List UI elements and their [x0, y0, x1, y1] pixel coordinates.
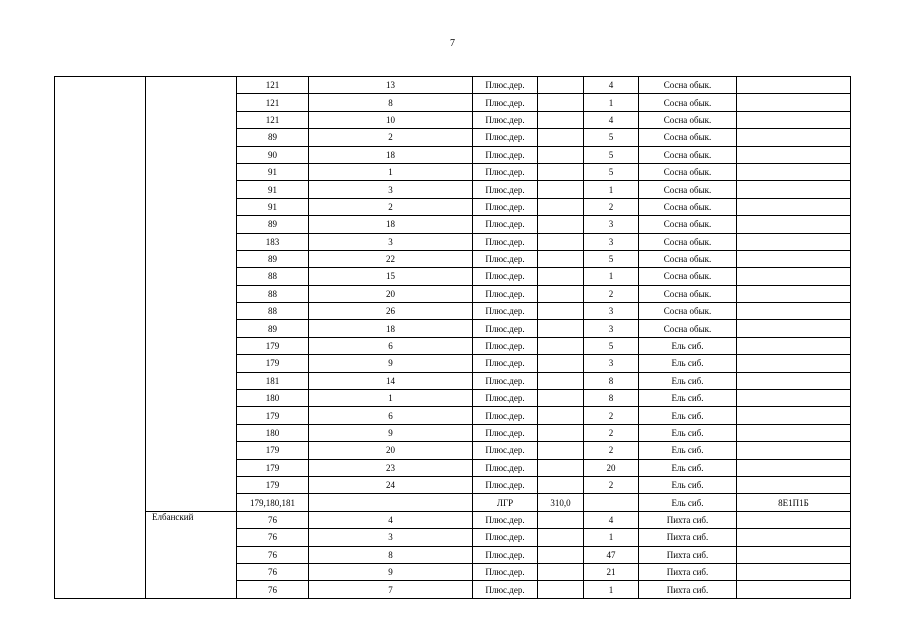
cell-c4 — [538, 94, 584, 111]
cell-c3: Плюс.дер. — [473, 250, 538, 267]
cell-c3: ЛГР — [473, 494, 538, 511]
cell-c7 — [737, 320, 851, 337]
cell-c2: 9 — [309, 563, 473, 580]
cell-c7 — [737, 146, 851, 163]
cell-c3: Плюс.дер. — [473, 163, 538, 180]
cell-c6: Ель сиб. — [639, 459, 737, 476]
cell-c6: Сосна обык. — [639, 181, 737, 198]
cell-c7 — [737, 459, 851, 476]
cell-c6: Ель сиб. — [639, 337, 737, 354]
cell-c2: 1 — [309, 163, 473, 180]
cell-c2: 18 — [309, 320, 473, 337]
cell-c6: Сосна обык. — [639, 129, 737, 146]
cell-c7 — [737, 250, 851, 267]
cell-c3: Плюс.дер. — [473, 320, 538, 337]
cell-c7 — [737, 372, 851, 389]
cell-c4 — [538, 320, 584, 337]
cell-c3: Плюс.дер. — [473, 337, 538, 354]
cell-c6: Ель сиб. — [639, 390, 737, 407]
forestry-district-cell: Елбанский — [146, 511, 237, 598]
cell-c2: 6 — [309, 337, 473, 354]
cell-c1: 91 — [237, 163, 309, 180]
cell-c4 — [538, 476, 584, 493]
cell-c6: Сосна обык. — [639, 250, 737, 267]
cell-c7 — [737, 476, 851, 493]
cell-c2: 23 — [309, 459, 473, 476]
cell-c1: 89 — [237, 250, 309, 267]
cell-c5: 4 — [584, 77, 639, 94]
cell-c6: Ель сиб. — [639, 442, 737, 459]
cell-c3: Плюс.дер. — [473, 198, 538, 215]
cell-c1: 179 — [237, 459, 309, 476]
cell-c2: 4 — [309, 511, 473, 528]
cell-c3: Плюс.дер. — [473, 563, 538, 580]
cell-c5: 5 — [584, 146, 639, 163]
cell-c1: 90 — [237, 146, 309, 163]
cell-c6: Сосна обык. — [639, 216, 737, 233]
cell-c5: 1 — [584, 581, 639, 598]
cell-c4 — [538, 268, 584, 285]
cell-c6: Сосна обык. — [639, 233, 737, 250]
cell-c1: 181 — [237, 372, 309, 389]
cell-c4 — [538, 372, 584, 389]
cell-c5 — [584, 494, 639, 511]
cell-c1: 76 — [237, 581, 309, 598]
cell-c3: Плюс.дер. — [473, 268, 538, 285]
cell-c7 — [737, 268, 851, 285]
cell-c3: Плюс.дер. — [473, 355, 538, 372]
cell-c2: 3 — [309, 529, 473, 546]
cell-c7 — [737, 581, 851, 598]
cell-c7 — [737, 303, 851, 320]
cell-c2: 6 — [309, 407, 473, 424]
cell-c3: Плюс.дер. — [473, 216, 538, 233]
cell-c2: 3 — [309, 233, 473, 250]
cell-c1: 91 — [237, 181, 309, 198]
cell-c2: 8 — [309, 546, 473, 563]
cell-c3: Плюс.дер. — [473, 459, 538, 476]
region-cell — [55, 77, 146, 599]
cell-c5: 2 — [584, 442, 639, 459]
cell-c5: 3 — [584, 303, 639, 320]
cell-c6: Ель сиб. — [639, 372, 737, 389]
cell-c2: 14 — [309, 372, 473, 389]
cell-c4 — [538, 285, 584, 302]
cell-c7 — [737, 129, 851, 146]
cell-c2: 10 — [309, 111, 473, 128]
cell-c1: 76 — [237, 563, 309, 580]
cell-c4 — [538, 146, 584, 163]
table-row — [55, 511, 851, 528]
cell-c1: 91 — [237, 198, 309, 215]
cell-c6: Сосна обык. — [639, 111, 737, 128]
cell-c5: 2 — [584, 285, 639, 302]
cell-c7 — [737, 163, 851, 180]
cell-c7 — [737, 285, 851, 302]
cell-c6: Ель сиб. — [639, 355, 737, 372]
cell-c5: 3 — [584, 216, 639, 233]
cell-c5: 5 — [584, 129, 639, 146]
cell-c1: 89 — [237, 320, 309, 337]
cell-c3: Плюс.дер. — [473, 407, 538, 424]
cell-c1: 76 — [237, 546, 309, 563]
cell-c5: 8 — [584, 390, 639, 407]
cell-c6: Сосна обык. — [639, 320, 737, 337]
cell-c1: 183 — [237, 233, 309, 250]
cell-c6: Пихта сиб. — [639, 563, 737, 580]
cell-c5: 47 — [584, 546, 639, 563]
cell-c6: Сосна обык. — [639, 146, 737, 163]
cell-c1: 88 — [237, 285, 309, 302]
cell-c2: 20 — [309, 285, 473, 302]
cell-c3: Плюс.дер. — [473, 529, 538, 546]
cell-c2: 2 — [309, 129, 473, 146]
cell-c4 — [538, 390, 584, 407]
cell-c2: 18 — [309, 216, 473, 233]
cell-c3: Плюс.дер. — [473, 94, 538, 111]
cell-c3: Плюс.дер. — [473, 442, 538, 459]
cell-c2: 9 — [309, 355, 473, 372]
cell-c2: 7 — [309, 581, 473, 598]
cell-c3: Плюс.дер. — [473, 181, 538, 198]
cell-c4 — [538, 424, 584, 441]
cell-c5: 5 — [584, 337, 639, 354]
cell-c5: 2 — [584, 198, 639, 215]
cell-c7 — [737, 355, 851, 372]
cell-c4 — [538, 303, 584, 320]
cell-c7 — [737, 424, 851, 441]
cell-c7 — [737, 94, 851, 111]
cell-c3: Плюс.дер. — [473, 476, 538, 493]
cell-c1: 180 — [237, 424, 309, 441]
cell-c5: 8 — [584, 372, 639, 389]
cell-c7 — [737, 563, 851, 580]
cell-c6: Ель сиб. — [639, 424, 737, 441]
cell-c5: 3 — [584, 320, 639, 337]
cell-c6: Сосна обык. — [639, 303, 737, 320]
cell-c1: 89 — [237, 129, 309, 146]
cell-c6: Пихта сиб. — [639, 529, 737, 546]
cell-c2: 3 — [309, 181, 473, 198]
cell-c7: 8Е1П1Б — [737, 494, 851, 511]
cell-c1: 76 — [237, 511, 309, 528]
cell-c6: Ель сиб. — [639, 476, 737, 493]
cell-c2: 22 — [309, 250, 473, 267]
cell-c4 — [538, 181, 584, 198]
cell-c4 — [538, 355, 584, 372]
cell-c3: Плюс.дер. — [473, 303, 538, 320]
cell-c2: 18 — [309, 146, 473, 163]
cell-c7 — [737, 511, 851, 528]
cell-c3: Плюс.дер. — [473, 390, 538, 407]
cell-c6: Пихта сиб. — [639, 581, 737, 598]
cell-c2: 9 — [309, 424, 473, 441]
cell-c7 — [737, 546, 851, 563]
cell-c2: 24 — [309, 476, 473, 493]
page-number: 7 — [450, 38, 455, 49]
cell-c4 — [538, 233, 584, 250]
cell-c5: 1 — [584, 94, 639, 111]
table-body — [55, 77, 851, 599]
cell-c2 — [309, 494, 473, 511]
cell-c3: Плюс.дер. — [473, 372, 538, 389]
cell-c5: 3 — [584, 233, 639, 250]
cell-c1: 121 — [237, 77, 309, 94]
cell-c7 — [737, 111, 851, 128]
cell-c1: 179,180,181 — [237, 494, 309, 511]
cell-c6: Сосна обык. — [639, 268, 737, 285]
cell-c4 — [538, 111, 584, 128]
cell-c4 — [538, 337, 584, 354]
cell-c7 — [737, 181, 851, 198]
cell-c7 — [737, 390, 851, 407]
cell-c6: Ель сиб. — [639, 494, 737, 511]
cell-c1: 76 — [237, 529, 309, 546]
cell-c5: 1 — [584, 181, 639, 198]
cell-c4 — [538, 459, 584, 476]
cell-c7 — [737, 407, 851, 424]
cell-c1: 180 — [237, 390, 309, 407]
cell-c3: Плюс.дер. — [473, 285, 538, 302]
cell-c7 — [737, 198, 851, 215]
cell-c5: 2 — [584, 407, 639, 424]
cell-c3: Плюс.дер. — [473, 111, 538, 128]
cell-c6: Пихта сиб. — [639, 511, 737, 528]
cell-c7 — [737, 233, 851, 250]
cell-c2: 8 — [309, 94, 473, 111]
cell-c3: Плюс.дер. — [473, 546, 538, 563]
table-row — [55, 77, 851, 94]
forestry-table — [54, 76, 851, 599]
cell-c4 — [538, 407, 584, 424]
cell-c4 — [538, 563, 584, 580]
cell-c1: 179 — [237, 476, 309, 493]
cell-c1: 179 — [237, 337, 309, 354]
cell-c5: 1 — [584, 268, 639, 285]
cell-c5: 5 — [584, 163, 639, 180]
cell-c1: 88 — [237, 303, 309, 320]
cell-c3: Плюс.дер. — [473, 77, 538, 94]
cell-c6: Сосна обык. — [639, 198, 737, 215]
cell-c5: 1 — [584, 529, 639, 546]
cell-c3: Плюс.дер. — [473, 146, 538, 163]
cell-c3: Плюс.дер. — [473, 129, 538, 146]
cell-c4 — [538, 250, 584, 267]
cell-c2: 2 — [309, 198, 473, 215]
cell-c7 — [737, 442, 851, 459]
cell-c7 — [737, 529, 851, 546]
cell-c2: 13 — [309, 77, 473, 94]
cell-c1: 89 — [237, 216, 309, 233]
cell-c3: Плюс.дер. — [473, 233, 538, 250]
cell-c7 — [737, 216, 851, 233]
cell-c4 — [538, 198, 584, 215]
cell-c5: 2 — [584, 476, 639, 493]
cell-c6: Ель сиб. — [639, 407, 737, 424]
cell-c5: 21 — [584, 563, 639, 580]
cell-c6: Сосна обык. — [639, 285, 737, 302]
cell-c4 — [538, 511, 584, 528]
cell-c1: 121 — [237, 94, 309, 111]
cell-c1: 179 — [237, 355, 309, 372]
cell-c4 — [538, 77, 584, 94]
cell-c4 — [538, 216, 584, 233]
cell-c5: 4 — [584, 111, 639, 128]
cell-c5: 5 — [584, 250, 639, 267]
cell-c4 — [538, 529, 584, 546]
cell-c2: 1 — [309, 390, 473, 407]
cell-c5: 20 — [584, 459, 639, 476]
cell-c6: Сосна обык. — [639, 77, 737, 94]
cell-c5: 4 — [584, 511, 639, 528]
cell-c1: 179 — [237, 407, 309, 424]
cell-c1: 121 — [237, 111, 309, 128]
cell-c1: 88 — [237, 268, 309, 285]
cell-c4 — [538, 442, 584, 459]
cell-c5: 2 — [584, 424, 639, 441]
cell-c1: 179 — [237, 442, 309, 459]
cell-c4: 310,0 — [538, 494, 584, 511]
forestry-district-cell — [146, 77, 237, 512]
cell-c7 — [737, 77, 851, 94]
cell-c4 — [538, 129, 584, 146]
cell-c3: Плюс.дер. — [473, 424, 538, 441]
cell-c3: Плюс.дер. — [473, 581, 538, 598]
cell-c4 — [538, 546, 584, 563]
cell-c2: 15 — [309, 268, 473, 285]
cell-c4 — [538, 581, 584, 598]
cell-c6: Сосна обык. — [639, 94, 737, 111]
cell-c6: Сосна обык. — [639, 163, 737, 180]
cell-c6: Пихта сиб. — [639, 546, 737, 563]
cell-c5: 3 — [584, 355, 639, 372]
cell-c2: 26 — [309, 303, 473, 320]
cell-c3: Плюс.дер. — [473, 511, 538, 528]
cell-c7 — [737, 337, 851, 354]
cell-c2: 20 — [309, 442, 473, 459]
cell-c4 — [538, 163, 584, 180]
